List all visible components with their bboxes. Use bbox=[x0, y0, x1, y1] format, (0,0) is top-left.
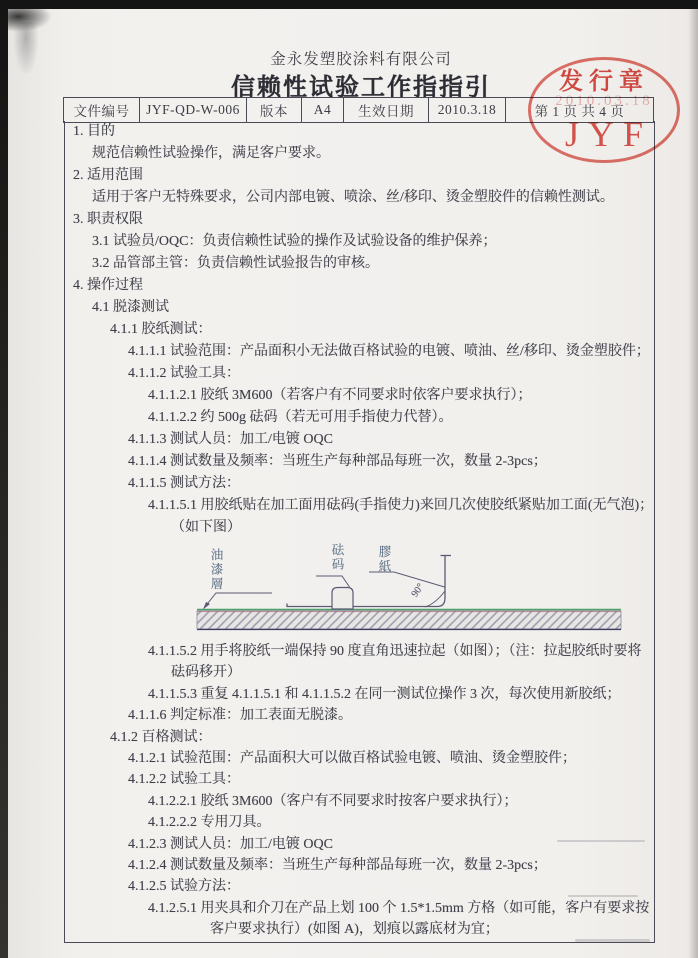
body-line: 4.1.1.4 测试数量及频率：当班生产每种部品每班一次，数量 2-3pcs； bbox=[128, 454, 547, 469]
body-line: 4.1.1.5 测试方法： bbox=[128, 476, 240, 491]
body-line: 客户要求执行）(如图 A)，划痕以露底材为宜； bbox=[210, 922, 499, 938]
body-line: 4.1.1.1 试验范围：产品面积小无法做百格试验的电镀、喷油、丝/移印、烫金塑胶件； bbox=[128, 344, 650, 359]
stamp-title: 发行章 bbox=[559, 69, 649, 95]
body-line: 4.1.1.5.2 用手将胶纸一端保持 90 度直角迅速拉起（如图）；（注：拉起胶纸时要将 bbox=[148, 644, 642, 659]
tape-test-diagram bbox=[64, 543, 653, 635]
body-line: 3. 职责权限 bbox=[73, 212, 143, 227]
body-line: 4.1.2.2 试验工具： bbox=[128, 772, 240, 788]
body-line: 4.1.1.6 判定标准：加工表面无脱漆。 bbox=[128, 708, 352, 724]
body-line: 砝码移开） bbox=[171, 665, 241, 681]
body-line: 4.1.1.3 测试人员：加工/电镀 OQC bbox=[128, 432, 333, 447]
body-line: 4.1.2.5.1 用夹具和介刀在产品上划 100 个 1.5*1.5mm 方格（如可能，客户有要求按 bbox=[148, 900, 650, 916]
paint-layer-label: 油漆層 bbox=[209, 548, 223, 592]
weight-block bbox=[332, 588, 353, 610]
body-line: 4.1.1.5.3 重复 4.1.1.5.1 和 4.1.1.5.2 在同一测试位操作 3 次，每次使用新胶纸； bbox=[148, 686, 621, 702]
paint-leader-line bbox=[204, 593, 272, 608]
body-line: 4.1.1.2 试验工具： bbox=[128, 366, 240, 381]
scan-smudge bbox=[14, 22, 38, 74]
body-line: 4.1.2.4 测试数量及频率：当班生产每种部品每班一次，数量 2-3pcs； bbox=[128, 857, 547, 873]
body-line: 4.1.2.2.1 胶纸 3M600（客户有不同要求时按客户要求执行）； bbox=[148, 793, 518, 809]
body-line: 4.1.2.1 试验范围：产品面积大可以做百格试验电镀、喷油、烫金塑胶件； bbox=[128, 750, 576, 766]
meta-version-label: 版本 bbox=[246, 98, 301, 122]
scan-streak bbox=[568, 895, 638, 897]
stamp-date: 2010.03.18 bbox=[555, 93, 653, 109]
body-line: （如下图） bbox=[171, 520, 241, 535]
body-line: 1. 目的 bbox=[73, 124, 115, 139]
meta-date-label: 生效日期 bbox=[343, 98, 428, 122]
paper-sheet bbox=[8, 9, 698, 958]
document-title: 信赖性试验工作指指引 bbox=[231, 75, 491, 101]
document-body bbox=[64, 121, 684, 940]
paint-leader-arrowhead bbox=[203, 602, 210, 610]
weight-label: 砝码 bbox=[330, 543, 344, 572]
tape-leader-line bbox=[369, 572, 445, 587]
scan-left-band bbox=[0, 0, 8, 958]
body-line: 4.1.1.5.1 用胶纸贴在加工面用砝码(手指使力)来回几次使胶纸紧贴加工面(无气泡)； bbox=[148, 498, 654, 513]
body-line: 4.1.1.2.2 约 500g 砝码（若无可用手指使力代替）。 bbox=[148, 410, 453, 425]
document-meta-table bbox=[63, 97, 654, 123]
tape-test-diagram-drawing bbox=[64, 543, 653, 635]
body-line: 4.1.2.5 试验方法： bbox=[128, 879, 240, 895]
company-name: 金永发塑胶涂料有限公司 bbox=[270, 51, 452, 68]
body-line: 4. 操作过程 bbox=[73, 278, 143, 293]
tape-outline bbox=[287, 556, 445, 607]
body-lines-before-diagram bbox=[64, 121, 684, 539]
meta-doc-no-label: 文件编号 bbox=[73, 104, 130, 119]
meta-doc-no-value: JYF-QD-W-006 bbox=[139, 98, 246, 122]
scan-streak bbox=[575, 939, 650, 942]
body-line: 4.1.2.2.2 专用刀具。 bbox=[148, 815, 271, 831]
meta-version-value: A4 bbox=[301, 98, 343, 122]
scan-streak bbox=[557, 840, 645, 842]
meta-page-info: 第 1 页 共 4 页 bbox=[505, 98, 653, 122]
stamp-initials: JYF bbox=[564, 114, 653, 154]
body-line: 4.1.2.3 测试人员：加工/电镀 OQC bbox=[128, 836, 333, 852]
body-line: 3.1 试验员/OQC：负责信赖性试验的操作及试验设备的维护保养； bbox=[92, 234, 497, 249]
body-line: 规范信赖性试验操作，满足客户要求。 bbox=[92, 146, 330, 161]
body-line: 4.1.1.2.1 胶纸 3M600（若客户有不同要求时依客户要求执行）； bbox=[148, 388, 532, 403]
body-line: 3.2 品管部主管：负责信赖性试验报告的审核。 bbox=[92, 256, 379, 271]
body-line: 4.1.2 百格测试： bbox=[110, 729, 212, 745]
body-line: 2. 适用范围 bbox=[73, 168, 143, 183]
tape-label: 膠紙 bbox=[377, 545, 391, 574]
angle-value-label: 90° bbox=[409, 581, 427, 600]
body-line: 4.1 脱漆测试 bbox=[92, 300, 169, 315]
weight-leader-line bbox=[316, 576, 350, 587]
scan-top-band bbox=[0, 0, 698, 9]
meta-date-value: 2010.3.18 bbox=[428, 98, 505, 122]
body-line: 4.1.1 胶纸测试： bbox=[110, 322, 212, 337]
substrate-hatch bbox=[197, 611, 621, 629]
body-line: 适用于客户无特殊要求，公司内部电镀、喷涂、丝/移印、烫金塑胶件的信赖性测试。 bbox=[92, 190, 614, 205]
scan-edge-shadow bbox=[688, 0, 698, 958]
